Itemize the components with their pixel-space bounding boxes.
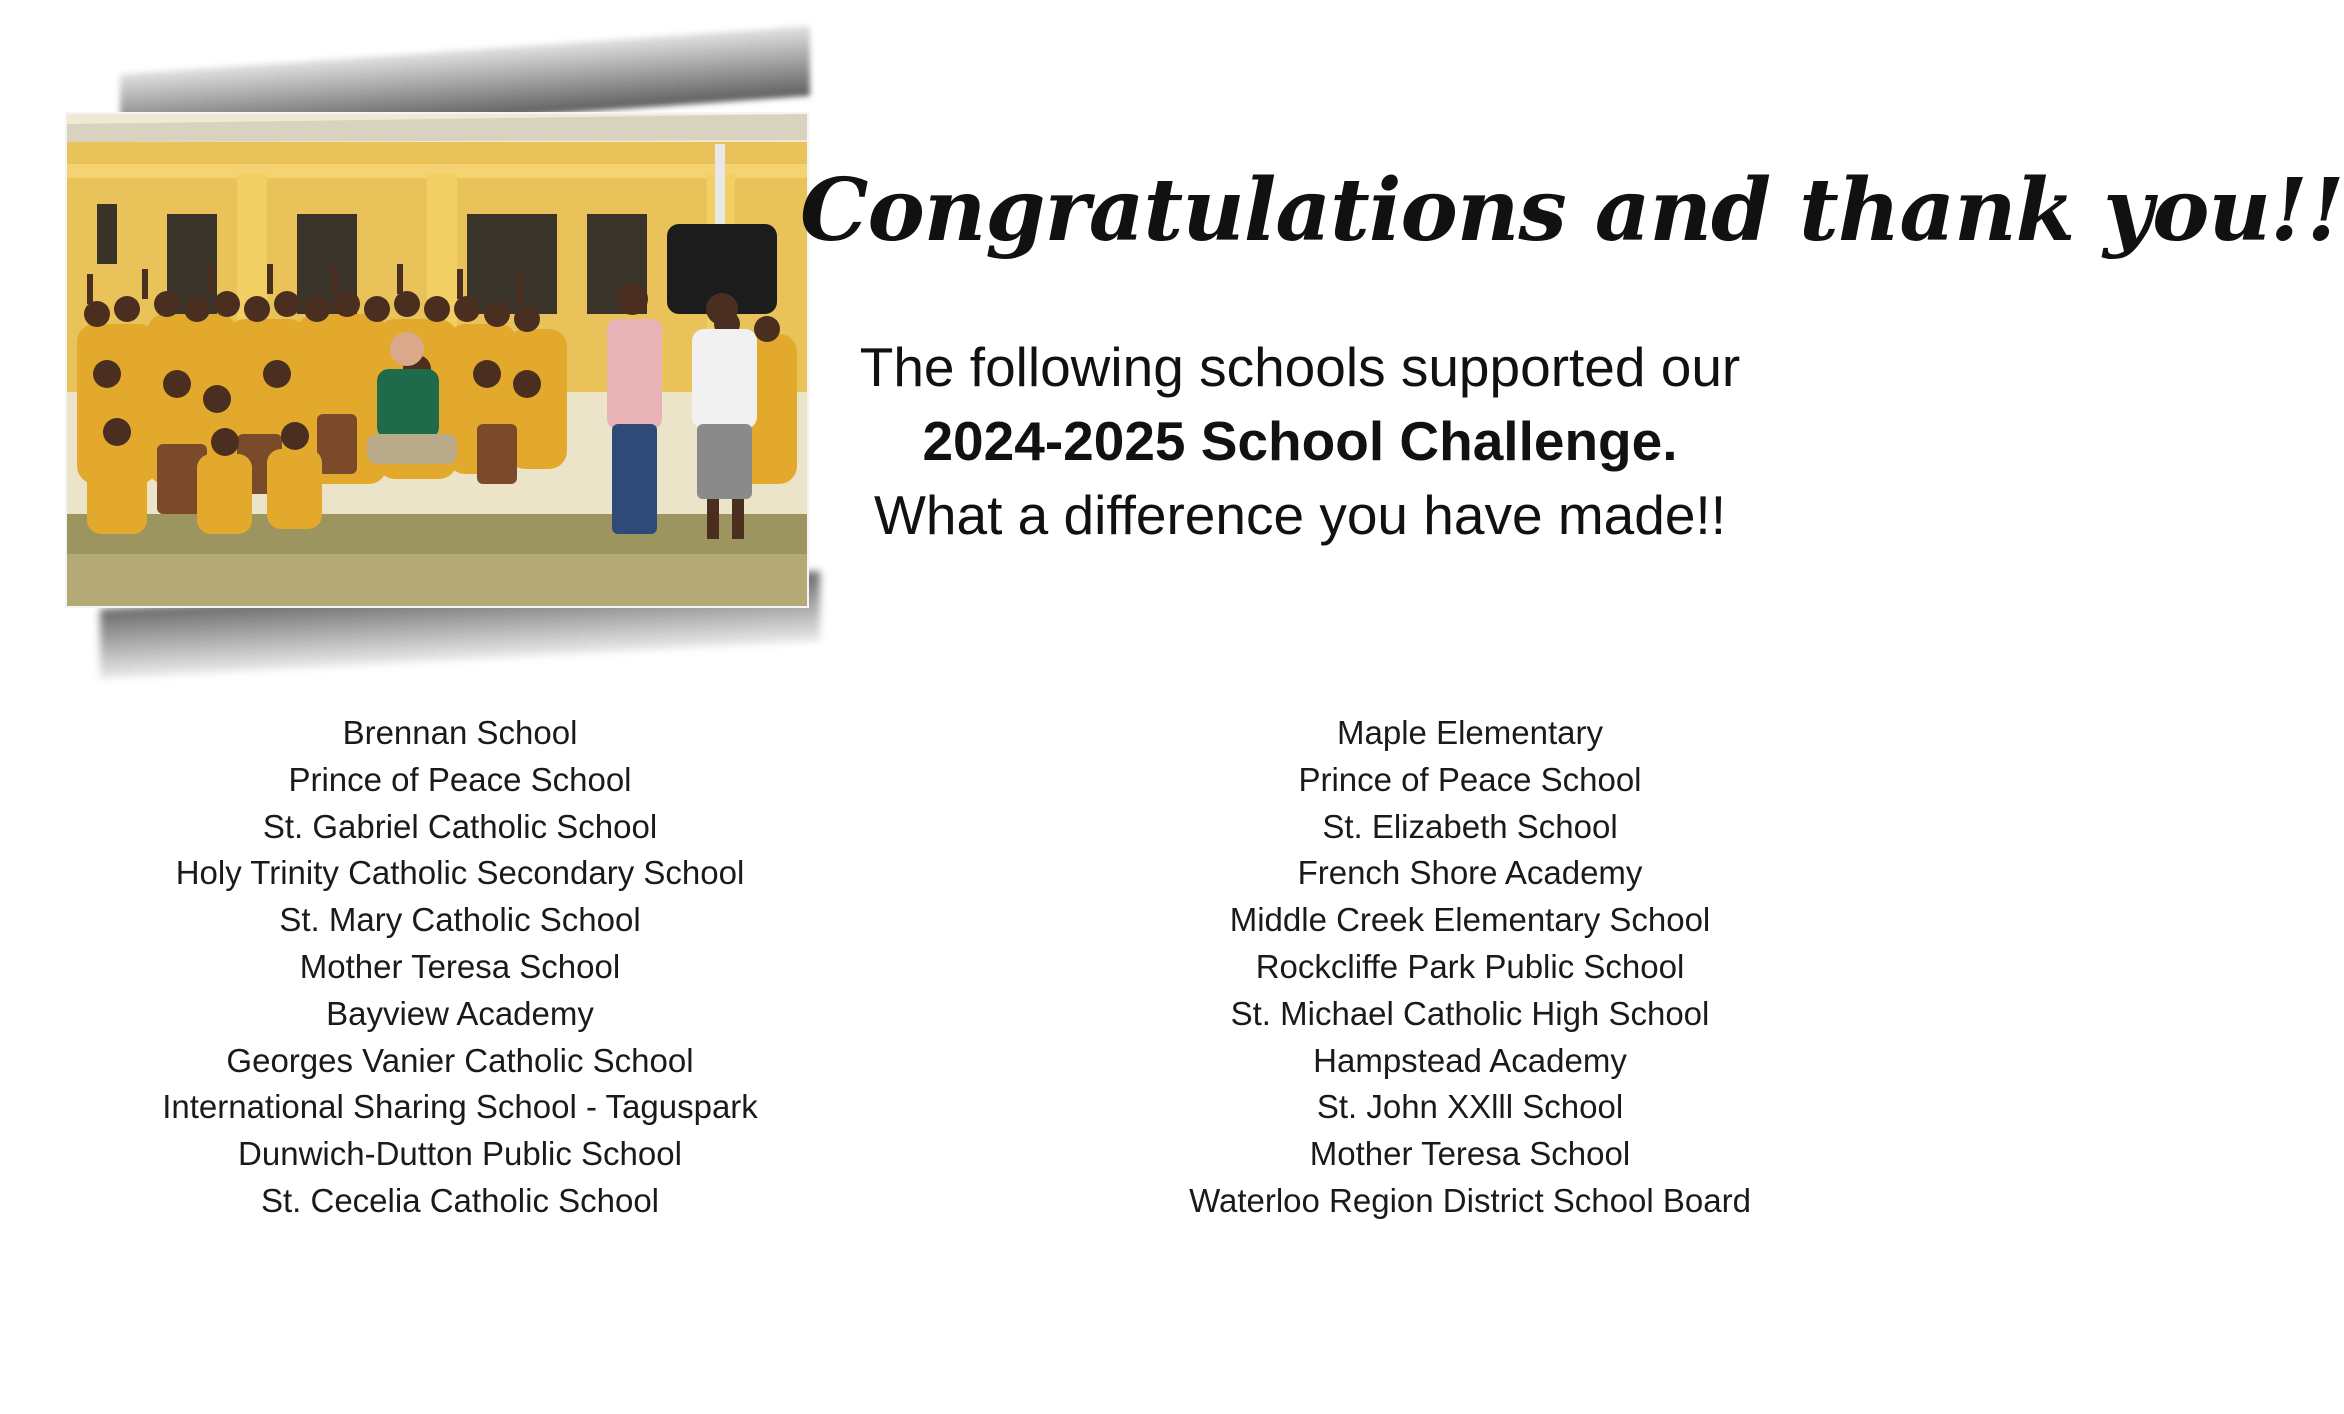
list-item: International Sharing School - Taguspark	[162, 1088, 758, 1126]
list-item: Dunwich-Dutton Public School	[238, 1135, 682, 1173]
list-item: St. Mary Catholic School	[279, 901, 641, 939]
list-item: Rockcliffe Park Public School	[1255, 947, 1685, 985]
list-item: St. John XXlll School	[1316, 1088, 1624, 1126]
group-photo	[65, 112, 809, 608]
school-list-left	[80, 710, 840, 1225]
challenge-title: 2024-2025 School Challenge.	[922, 410, 1678, 472]
list-item: Bayview Academy	[326, 994, 594, 1032]
list-item: Middle Creek Elementary School	[1229, 901, 1711, 939]
list-item: Mother Teresa School	[1309, 1135, 1631, 1173]
group-photo-illustration	[67, 114, 807, 606]
list-item: St. Elizabeth School	[1322, 807, 1618, 845]
list-item: St. Michael Catholic High School	[1230, 994, 1710, 1032]
list-item: Mother Teresa School	[299, 947, 621, 985]
list-item: French Shore Academy	[1297, 854, 1643, 892]
list-item: Hampstead Academy	[1313, 1041, 1627, 1079]
intro-line-1: The following schools supported our	[859, 336, 1741, 398]
list-item: Prince of Peace School	[1298, 760, 1642, 798]
list-item: Georges Vanier Catholic School	[226, 1041, 694, 1079]
list-item: St. Cecelia Catholic School	[260, 1181, 660, 1219]
list-item: Maple Elementary	[1337, 714, 1603, 751]
list-item: Prince of Peace School	[288, 760, 632, 798]
headline: Congratulations and thank you!!	[800, 160, 2344, 261]
photo-frame	[60, 50, 820, 670]
intro-text	[790, 330, 1810, 552]
list-item: St. Gabriel Catholic School	[262, 807, 658, 845]
list-item: Brennan School	[342, 714, 578, 751]
list-item: Waterloo Region District School Board	[1189, 1181, 1751, 1219]
school-list-right	[1090, 710, 1850, 1225]
intro-line-3: What a difference you have made!!	[874, 484, 1726, 546]
list-item: Holy Trinity Catholic Secondary School	[175, 854, 745, 892]
